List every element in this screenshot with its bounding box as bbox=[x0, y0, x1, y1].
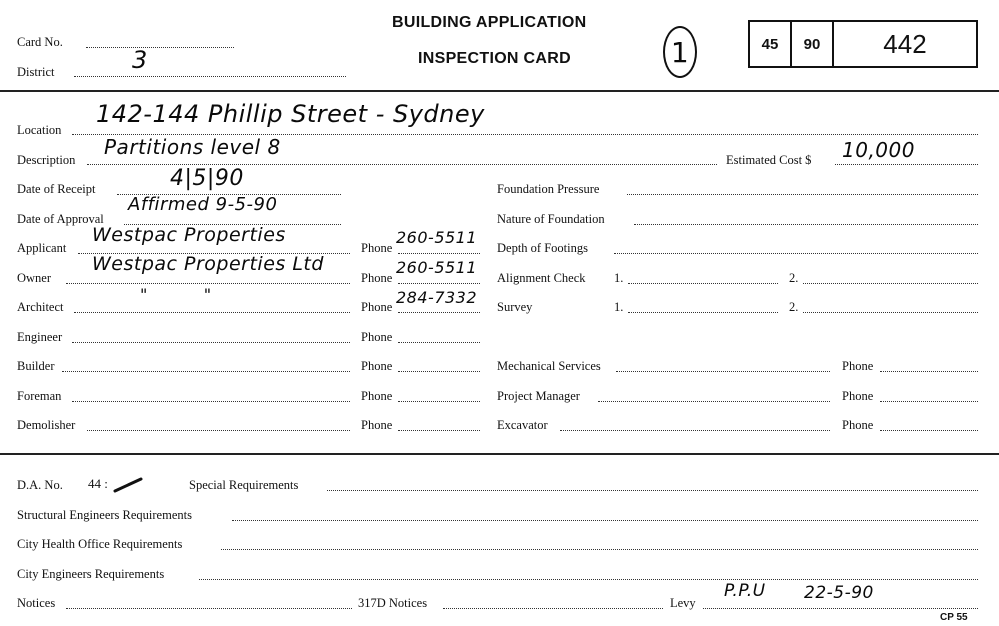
applicant-phone-label: Phone bbox=[361, 241, 393, 255]
foundation-pressure-field[interactable] bbox=[627, 194, 978, 195]
da-no-slash-mark bbox=[112, 476, 144, 494]
excavator-phone-label: Phone bbox=[842, 418, 874, 432]
owner-phone-value: 260-5511 bbox=[396, 258, 478, 277]
project-manager-field[interactable] bbox=[598, 401, 830, 402]
reference-box bbox=[748, 20, 978, 68]
estimated-cost-label: Estimated Cost $ bbox=[726, 153, 812, 167]
special-requirements-field[interactable] bbox=[327, 490, 978, 491]
builder-phone-label: Phone bbox=[361, 359, 393, 373]
city-engineers-label: City Engineers Requirements bbox=[17, 567, 165, 581]
district-field[interactable] bbox=[74, 76, 346, 77]
engineer-field[interactable] bbox=[72, 342, 350, 343]
city-engineers-field[interactable] bbox=[199, 579, 978, 580]
excavator-label: Excavator bbox=[497, 418, 548, 432]
mechanical-services-label: Mechanical Services bbox=[497, 359, 601, 373]
project-manager-label: Project Manager bbox=[497, 389, 580, 403]
applicant-value: Westpac Properties bbox=[92, 224, 286, 246]
survey-1-label: 1. bbox=[614, 300, 624, 314]
circled-number bbox=[663, 26, 697, 78]
foreman-phone-label: Phone bbox=[361, 389, 393, 403]
circled-number-value: 1 bbox=[670, 35, 690, 69]
structural-requirements-field[interactable] bbox=[232, 520, 978, 521]
levy-value: P.P.U bbox=[724, 581, 766, 601]
notices-field[interactable] bbox=[66, 608, 352, 609]
mechanical-phone-label: Phone bbox=[842, 359, 874, 373]
card-no-field[interactable] bbox=[86, 47, 234, 48]
health-requirements-label: City Health Office Requirements bbox=[17, 537, 183, 551]
da-no-value: 44 : bbox=[88, 476, 108, 491]
architect-value: " " bbox=[140, 285, 212, 304]
mechanical-services-field[interactable] bbox=[616, 371, 830, 372]
district-label: District bbox=[17, 65, 55, 79]
builder-label: Builder bbox=[17, 359, 55, 373]
form-code: CP 55 bbox=[940, 612, 968, 623]
owner-value: Westpac Properties Ltd bbox=[92, 253, 324, 275]
levy-label: Levy bbox=[670, 596, 696, 610]
card-no-label: Card No. bbox=[17, 35, 63, 49]
demolisher-field[interactable] bbox=[87, 430, 350, 431]
foreman-field[interactable] bbox=[72, 401, 350, 402]
depth-footings-field[interactable] bbox=[614, 253, 978, 254]
architect-phone-field[interactable] bbox=[398, 312, 480, 313]
title-line2: INSPECTION CARD bbox=[418, 50, 571, 67]
notices-317d-label: 317D Notices bbox=[358, 596, 428, 610]
ref-cell-a: 45 bbox=[750, 22, 792, 66]
ref-cell-c: 442 bbox=[883, 28, 927, 59]
depth-footings-label: Depth of Footings bbox=[497, 241, 588, 255]
location-value: 142-144 Phillip Street - Sydney bbox=[96, 100, 485, 128]
notices-label: Notices bbox=[17, 596, 56, 610]
demolisher-phone-field[interactable] bbox=[398, 430, 480, 431]
description-field[interactable] bbox=[87, 164, 717, 165]
architect-field[interactable] bbox=[74, 312, 350, 313]
foundation-pressure-label: Foundation Pressure bbox=[497, 182, 600, 196]
demolisher-phone-label: Phone bbox=[361, 418, 393, 432]
section-divider bbox=[0, 453, 999, 455]
district-value: 3 bbox=[132, 46, 148, 74]
architect-phone-label: Phone bbox=[361, 300, 393, 314]
excavator-field[interactable] bbox=[560, 430, 830, 431]
nature-foundation-field[interactable] bbox=[634, 224, 978, 225]
survey-2-field[interactable] bbox=[803, 312, 978, 313]
survey-2-label: 2. bbox=[789, 300, 799, 314]
date-approval-label: Date of Approval bbox=[17, 212, 104, 226]
estimated-cost-field[interactable] bbox=[835, 164, 978, 165]
engineer-label: Engineer bbox=[17, 330, 63, 344]
levy-date: 22-5-90 bbox=[804, 583, 874, 603]
engineer-phone-field[interactable] bbox=[398, 342, 480, 343]
alignment-check-label: Alignment Check bbox=[497, 271, 586, 285]
structural-requirements-label: Structural Engineers Requirements bbox=[17, 508, 192, 522]
description-value: Partitions level 8 bbox=[104, 135, 281, 159]
survey-label: Survey bbox=[497, 300, 533, 314]
location-label: Location bbox=[17, 123, 62, 137]
mechanical-phone-field[interactable] bbox=[880, 371, 978, 372]
excavator-phone-field[interactable] bbox=[880, 430, 978, 431]
engineer-phone-label: Phone bbox=[361, 330, 393, 344]
project-manager-phone-label: Phone bbox=[842, 389, 874, 403]
owner-label: Owner bbox=[17, 271, 52, 285]
owner-phone-label: Phone bbox=[361, 271, 393, 285]
da-no-label: D.A. No. bbox=[17, 478, 63, 492]
levy-field[interactable] bbox=[703, 608, 978, 609]
survey-1-field[interactable] bbox=[628, 312, 778, 313]
architect-label: Architect bbox=[17, 300, 64, 314]
builder-phone-field[interactable] bbox=[398, 371, 480, 372]
alignment-check-2-field[interactable] bbox=[803, 283, 978, 284]
date-receipt-label: Date of Receipt bbox=[17, 182, 96, 196]
builder-field[interactable] bbox=[62, 371, 350, 372]
date-approval-value: Affirmed 9-5-90 bbox=[128, 194, 278, 215]
ref-cell-b: 90 bbox=[792, 22, 834, 66]
project-manager-phone-field[interactable] bbox=[880, 401, 978, 402]
demolisher-label: Demolisher bbox=[17, 418, 76, 432]
architect-phone-value: 284-7332 bbox=[396, 288, 478, 307]
health-requirements-field[interactable] bbox=[221, 549, 978, 550]
applicant-phone-value: 260-5511 bbox=[396, 228, 478, 247]
owner-phone-field[interactable] bbox=[398, 283, 480, 284]
alignment-check-2-label: 2. bbox=[789, 271, 799, 285]
estimated-cost-value: 10,000 bbox=[842, 138, 915, 162]
foreman-phone-field[interactable] bbox=[398, 401, 480, 402]
applicant-phone-field[interactable] bbox=[398, 253, 480, 254]
description-label: Description bbox=[17, 153, 76, 167]
date-receipt-value: 4|5|90 bbox=[170, 166, 244, 191]
foreman-label: Foreman bbox=[17, 389, 62, 403]
owner-field[interactable] bbox=[66, 283, 350, 284]
title-line1: BUILDING APPLICATION bbox=[392, 14, 587, 31]
nature-foundation-label: Nature of Foundation bbox=[497, 212, 605, 226]
alignment-check-1-label: 1. bbox=[614, 271, 624, 285]
special-requirements-label: Special Requirements bbox=[189, 478, 299, 492]
notices-317d-field[interactable] bbox=[443, 608, 663, 609]
applicant-label: Applicant bbox=[17, 241, 67, 255]
header-divider bbox=[0, 90, 999, 92]
alignment-check-1-field[interactable] bbox=[628, 283, 778, 284]
